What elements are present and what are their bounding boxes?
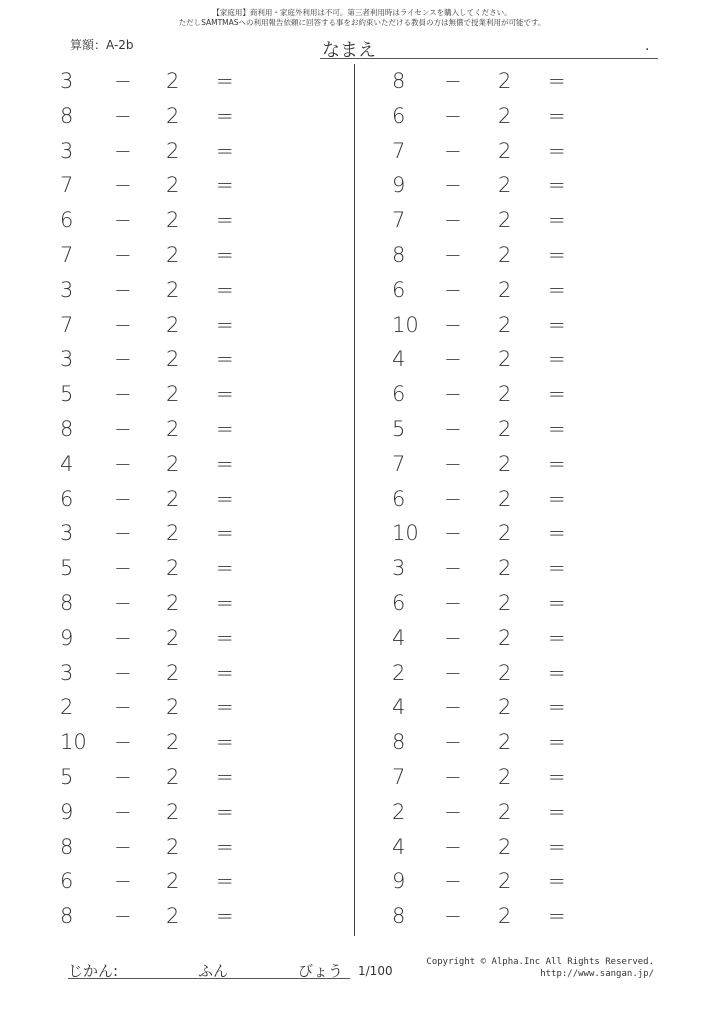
second-operand: 2 [166,695,180,720]
first-operand: 10 [60,730,87,755]
minus-sign: − [114,347,132,372]
minus-sign: − [114,416,132,441]
time-write-line [68,978,350,979]
second-operand: 2 [498,347,512,372]
problem-row [332,899,632,934]
equals-sign: = [548,416,566,441]
equals-sign: = [548,556,566,581]
second-operand: 2 [166,799,180,824]
equals-sign: = [216,451,234,476]
first-operand: 7 [60,173,74,198]
minus-sign: − [114,695,132,720]
problem-row [332,377,632,412]
first-operand: 5 [60,382,74,407]
minus-sign: − [444,660,462,685]
second-operand: 2 [166,138,180,163]
equals-sign: = [548,312,566,337]
first-operand: 6 [392,277,406,302]
first-operand: 6 [60,486,74,511]
minus-sign: − [444,556,462,581]
minus-sign: − [114,277,132,302]
second-operand: 2 [498,556,512,581]
second-operand: 2 [498,382,512,407]
minus-sign: − [114,521,132,546]
equals-sign: = [548,625,566,650]
first-operand: 8 [392,730,406,755]
problem-row [332,795,632,830]
license-notice-line-2: ただしSAMTMASへの利用報告依頼に回答する事をお約束いただける教員の方は無償で授業利用が可能です。 [178,18,546,27]
minus-sign: − [114,242,132,267]
second-operand: 2 [498,799,512,824]
sheet-id: 算額：A-2b [70,38,134,52]
first-operand: 2 [392,799,406,824]
minus-sign: − [114,173,132,198]
second-operand: 2 [498,904,512,929]
minus-sign: − [444,277,462,302]
problem-row [0,447,300,482]
first-operand: 2 [392,660,406,685]
minus-sign: − [444,590,462,615]
second-operand: 2 [166,521,180,546]
equals-sign: = [548,590,566,615]
first-operand: 7 [392,764,406,789]
problem-row [332,690,632,725]
minus-sign: − [444,869,462,894]
minus-sign: − [114,69,132,93]
second-operand: 2 [166,451,180,476]
second-operand: 2 [166,208,180,233]
first-operand: 4 [60,451,74,476]
problem-row [0,342,300,377]
equals-sign: = [548,277,566,302]
page-number: 1/100 [358,964,393,978]
problem-row [332,447,632,482]
problem-row [0,690,300,725]
problem-row [332,551,632,586]
first-operand: 5 [60,556,74,581]
second-operand: 2 [498,590,512,615]
first-operand: 2 [60,695,74,720]
minus-sign: − [444,312,462,337]
minus-sign: − [444,486,462,511]
second-operand: 2 [166,347,180,372]
problem-row [0,412,300,447]
equals-sign: = [216,904,234,929]
problem-row [0,64,300,99]
minus-sign: − [114,103,132,128]
problem-row [0,238,300,273]
problem-row [332,516,632,551]
equals-sign: = [216,695,234,720]
first-operand: 7 [60,312,74,337]
second-operand: 2 [166,556,180,581]
equals-sign: = [548,242,566,267]
equals-sign: = [548,138,566,163]
second-operand: 2 [498,312,512,337]
problem-row [332,238,632,273]
equals-sign: = [216,208,234,233]
equals-sign: = [216,869,234,894]
minus-sign: − [114,208,132,233]
first-operand: 7 [392,138,406,163]
second-operand: 2 [166,69,180,93]
second-operand: 2 [498,416,512,441]
site-url: http://www.sangan.jp/ [540,969,654,979]
equals-sign: = [548,208,566,233]
first-operand: 3 [60,277,74,302]
second-operand: 2 [498,103,512,128]
first-operand: 5 [392,416,406,441]
minus-sign: − [114,834,132,859]
second-operand: 2 [166,660,180,685]
second-operand: 2 [498,69,512,93]
problem-row [0,725,300,760]
first-operand: 6 [60,869,74,894]
minus-sign: − [114,382,132,407]
minus-sign: − [444,521,462,546]
second-operand: 2 [166,416,180,441]
license-notice-line-1: 【家庭用】商利用・家庭外利用は不可。第三者利用時はライセンスを購入してください。 [212,8,512,17]
first-operand: 4 [392,347,406,372]
name-label: なまえ [322,40,376,61]
first-operand: 6 [392,590,406,615]
minus-sign: − [444,904,462,929]
equals-sign: = [216,173,234,198]
equals-sign: = [216,382,234,407]
problem-row [332,830,632,865]
minus-sign: − [444,173,462,198]
equals-sign: = [216,660,234,685]
first-operand: 6 [392,486,406,511]
equals-sign: = [548,904,566,929]
problem-row [332,203,632,238]
second-operand: 2 [166,730,180,755]
equals-sign: = [216,590,234,615]
equals-sign: = [216,242,234,267]
equals-sign: = [548,69,566,93]
first-operand: 5 [60,764,74,789]
minus-sign: − [444,730,462,755]
first-operand: 4 [392,834,406,859]
second-operand: 2 [166,869,180,894]
equals-sign: = [548,799,566,824]
minus-sign: − [444,451,462,476]
minus-sign: − [114,451,132,476]
problem-row [332,64,632,99]
equals-sign: = [216,556,234,581]
equals-sign: = [216,834,234,859]
copyright-block [426,956,654,980]
minus-sign: − [114,138,132,163]
problem-row [0,134,300,169]
second-operand: 2 [498,764,512,789]
minus-sign: − [444,347,462,372]
first-operand: 8 [60,103,74,128]
problem-row [332,586,632,621]
equals-sign: = [548,382,566,407]
first-operand: 7 [60,242,74,267]
first-operand: 8 [392,904,406,929]
first-operand: 6 [392,103,406,128]
minus-sign: − [444,695,462,720]
minus-sign: − [114,590,132,615]
equals-sign: = [548,451,566,476]
second-operand: 2 [498,625,512,650]
first-operand: 7 [392,451,406,476]
left-problem-column [0,64,300,934]
equals-sign: = [216,277,234,302]
first-operand: 3 [392,556,406,581]
minus-sign: − [114,869,132,894]
problem-row [0,830,300,865]
equals-sign: = [216,799,234,824]
minus-sign: − [444,416,462,441]
problem-row [0,795,300,830]
first-operand: 8 [60,590,74,615]
first-operand: 7 [392,208,406,233]
problem-row [332,308,632,343]
equals-sign: = [548,764,566,789]
license-notice [0,8,724,28]
problem-row [0,273,300,308]
equals-sign: = [216,625,234,650]
minus-sign: − [444,138,462,163]
first-operand: 3 [60,347,74,372]
second-operand: 2 [498,730,512,755]
second-operand: 2 [498,834,512,859]
problem-row [332,412,632,447]
problem-row [0,203,300,238]
first-operand: 8 [392,242,406,267]
problem-row [332,725,632,760]
minus-sign: − [114,799,132,824]
equals-sign: = [216,521,234,546]
second-operand: 2 [498,208,512,233]
minus-sign: − [444,625,462,650]
first-operand: 8 [60,904,74,929]
problem-row [332,99,632,134]
second-operand: 2 [498,277,512,302]
equals-sign: = [216,103,234,128]
minus-sign: − [444,382,462,407]
equals-sign: = [216,138,234,163]
problem-row [332,621,632,656]
minus-sign: − [444,103,462,128]
problem-row [332,273,632,308]
second-operand: 2 [498,173,512,198]
problem-row [0,760,300,795]
second-operand: 2 [498,242,512,267]
minus-sign: − [114,764,132,789]
second-operand: 2 [498,660,512,685]
second-operand: 2 [166,834,180,859]
minus-sign: − [444,799,462,824]
equals-sign: = [548,730,566,755]
minus-sign: − [444,764,462,789]
right-problem-column [332,64,632,934]
problem-row [0,586,300,621]
first-operand: 8 [60,416,74,441]
problem-row [332,656,632,691]
minus-sign: − [444,834,462,859]
minutes-label: ふん [198,962,229,980]
first-operand: 3 [60,660,74,685]
first-operand: 10 [392,521,419,546]
second-operand: 2 [166,486,180,511]
equals-sign: = [216,730,234,755]
first-operand: 9 [392,173,406,198]
second-operand: 2 [166,764,180,789]
minus-sign: − [114,730,132,755]
first-operand: 3 [60,69,74,93]
equals-sign: = [216,69,234,93]
equals-sign: = [216,347,234,372]
name-write-line [320,58,658,59]
second-operand: 2 [166,590,180,615]
problem-row [332,760,632,795]
first-operand: 9 [60,799,74,824]
equals-sign: = [548,834,566,859]
first-operand: 6 [60,208,74,233]
problem-row [332,482,632,517]
problem-row [0,308,300,343]
equals-sign: = [548,486,566,511]
second-operand: 2 [166,277,180,302]
second-operand: 2 [498,869,512,894]
minus-sign: − [444,242,462,267]
problem-row [0,516,300,551]
equals-sign: = [216,312,234,337]
first-operand: 6 [392,382,406,407]
first-operand: 9 [60,625,74,650]
problem-row [332,134,632,169]
equals-sign: = [548,869,566,894]
equals-sign: = [548,521,566,546]
time-label: じかん: [68,962,119,980]
first-operand: 9 [392,869,406,894]
equals-sign: = [216,486,234,511]
equals-sign: = [216,416,234,441]
minus-sign: − [114,660,132,685]
first-operand: 4 [392,625,406,650]
problem-row [0,99,300,134]
equals-sign: = [548,103,566,128]
second-operand: 2 [498,451,512,476]
second-operand: 2 [166,173,180,198]
equals-sign: = [548,173,566,198]
problem-row [0,551,300,586]
second-operand: 2 [498,486,512,511]
first-operand: 4 [392,695,406,720]
equals-sign: = [548,347,566,372]
second-operand: 2 [498,695,512,720]
second-operand: 2 [166,904,180,929]
problem-row [332,168,632,203]
problem-row [332,864,632,899]
problem-row [0,168,300,203]
problem-row [0,864,300,899]
minus-sign: − [114,486,132,511]
problem-row [0,621,300,656]
second-operand: 2 [498,521,512,546]
minus-sign: − [444,208,462,233]
equals-sign: = [548,660,566,685]
seconds-label: びょう [298,962,344,980]
first-operand: 10 [392,312,419,337]
minus-sign: − [114,556,132,581]
problem-row [0,656,300,691]
copyright-text: Copyright © Alpha.Inc All Rights Reserved. [426,957,654,967]
minus-sign: − [444,69,462,93]
second-operand: 2 [166,103,180,128]
first-operand: 8 [392,69,406,93]
problem-row [0,482,300,517]
second-operand: 2 [166,625,180,650]
name-line-end-mark: . [645,38,650,54]
equals-sign: = [216,764,234,789]
equals-sign: = [548,695,566,720]
second-operand: 2 [166,242,180,267]
minus-sign: − [114,904,132,929]
problem-row [0,899,300,934]
second-operand: 2 [166,382,180,407]
first-operand: 8 [60,834,74,859]
minus-sign: − [114,312,132,337]
second-operand: 2 [166,312,180,337]
problem-row [332,342,632,377]
minus-sign: − [114,625,132,650]
first-operand: 3 [60,138,74,163]
problem-row [0,377,300,412]
second-operand: 2 [498,138,512,163]
first-operand: 3 [60,521,74,546]
